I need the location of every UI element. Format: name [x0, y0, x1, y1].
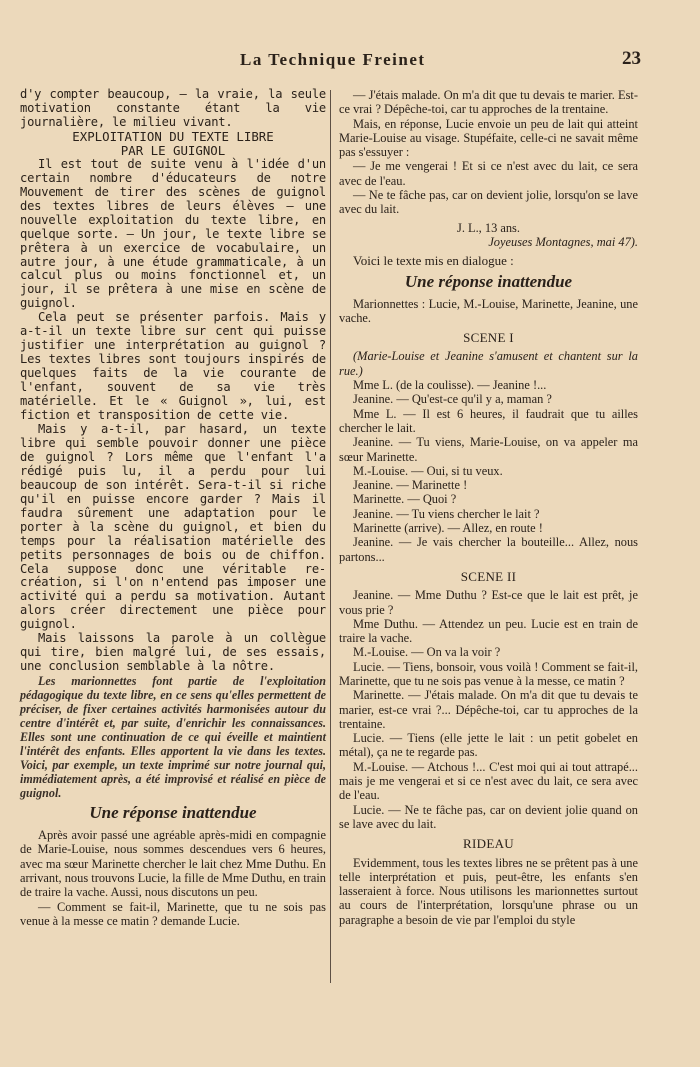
story-paragraph: Mais, en réponse, Lucie envoie un peu de lait qui atteint Marie-Louise au visage. Stupéfaite, celle-ci ne savait même pas s'essuyer :	[339, 116, 638, 160]
dialogue-line: Mme Duthu. — Attendez un peu. Lucie est en train de traire la vache.	[339, 616, 638, 646]
story-paragraph: Après avoir passé une agréable après-midi en compagnie de Marie-Louise, nous sommes descendues vers 6 heures, avec ma sœur Marinette chercher le lait chez Mme Duthu. En arrivant, nous trouvons Lucie, la fille de Mme Duthu, en train de traire la vache. Aussi, nous discutons un peu.	[20, 828, 326, 900]
dialogue-line: Lucie. — Tiens, bonsoir, vous voilà ! Comment se fait-il, Marinette, que tu ne sois pas venue à la messe, ce matin ?	[339, 659, 638, 688]
running-header	[0, 48, 700, 72]
play-title: Une réponse inattendue	[404, 271, 573, 291]
column-divider	[330, 90, 331, 983]
story-paragraph: — Ne te fâche pas, car on devient jolie, lorsqu'on se lave avec du lait.	[339, 188, 638, 217]
dialogue-line: Marinette. — Quoi ?	[353, 492, 457, 507]
dialogue-line: Mme L. — Il est 6 heures, il faudrait que tu ailles chercher le lait.	[339, 406, 638, 435]
right-column	[339, 88, 638, 927]
story-paragraph: — J'étais malade. On m'a dit que tu devais te marier. Est-ce vrai ? Dépêche-toi, car tu approches de la trentaine.	[339, 88, 638, 117]
dialogue-line: Jeanine. — Mme Duthu ? Est-ce que le lait est prêt, je vous prie ?	[339, 588, 638, 617]
quoted-italic-passage: Les marionnettes font partie de l'exploitation pédagogique du texte libre, en ce sens qu'elles permettent de préciser, de fixer certaines activités harmonisées autour du centre d'intérêt et, par suite, d'enrichir les connaissances. Elles sont une continuation de ce qui éveille et maintient l'intérêt des enfants. Elles apportent la vie dans les textes. Voici, par exemple, un texte imprimé sur notre journal qui, immédiatement après, a été improvisé et réalisé en pièce de guignol.	[20, 674, 326, 801]
page-number: 23	[622, 48, 641, 69]
dialogue-intro: Voici le texte mis en dialogue :	[353, 253, 514, 269]
story-paragraph: — Je me vengerai ! Et si ce n'est avec du lait, ce sera avec de l'eau.	[339, 159, 638, 188]
journal-title: La Technique Freinet	[240, 50, 426, 69]
closing-paragraph: Evidemment, tous les textes libres ne se prêtent pas à une telle interprétation et puis, peut-être, les enfants s'en lasseraient à force. Nous utilisons les marionnettes surtout au cours de l'interprétation, lorsqu'une phrase ou un paragraphe a besoin de vie par l'emploi du style	[339, 855, 638, 927]
curtain-heading: RIDEAU	[463, 836, 514, 852]
dialogue-line: M.-Louise. — On va la voir ?	[353, 645, 501, 660]
stage-direction: (Marie-Louise et Jeanine s'amusent et chantent sur la rue.)	[339, 349, 638, 378]
signature-source: Joyeuses Montagnes, mai 47).	[488, 234, 638, 249]
dialogue-line: Mme L. (de la coulisse). — Jeanine !...	[353, 378, 547, 393]
signature-author: J. L., 13 ans.	[457, 220, 520, 235]
story-paragraph: — Comment se fait-il, Marinette, que tu ne sois pas venue à la messe ce matin ? demande Lucie.	[20, 899, 326, 928]
dialogue-line: Jeanine. — Tu viens, Marie-Louise, on va appeler ma sœur Marinette.	[339, 435, 638, 464]
dialogue-line: Lucie. — Tiens (elle jette le lait : un petit gobelet en métal), ça ne te regarde pas.	[339, 731, 638, 760]
section-heading-line2: PAR LE GUIGNOL	[120, 142, 226, 158]
dialogue-line: Marinette. — J'étais malade. On m'a dit que tu devais te marier, est-ce vrai ?... Dépêche-toi, car tu approches de la trentaine.	[339, 688, 638, 731]
paragraph: d'y compter beaucoup, — la vraie, la seule motivation constante étant la vie journalière, le milieu vivant.	[20, 87, 326, 129]
dialogue-line: Marinette (arrive). — Allez, en route !	[353, 521, 543, 536]
section-heading-line1: EXPLOITATION DU TEXTE LIBRE	[72, 128, 274, 144]
dialogue-line: M.-Louise. — Oui, si tu veux.	[353, 463, 503, 478]
dialogue-line: Jeanine. — Marinette !	[353, 478, 468, 493]
paragraph: Cela peut se présenter parfois. Mais y a-t-il un texte libre sur cent qui puisse justifier une interprétation au guignol ? Les textes libres sont toujours inspirés de quelques faits de la vie courante de l'enfant, souvent de sa vie très matérielle. Et le « Guignol », lui, est fiction et transposition de cette vie.	[20, 310, 326, 423]
cast-list: Marionnettes : Lucie, M.-Louise, Marinette, Jeanine, une vache.	[339, 296, 638, 325]
scene-heading: SCENE II	[460, 568, 517, 584]
paragraph: Il est tout de suite venu à l'idée d'un certain nombre d'éducateurs de notre Mouvement de tirer des scènes de guignol des textes libres de leurs élèves — une nouvelle exploitation du texte libre, en quelque sorte. — Un jour, le texte libre se prêtera à un exercice de vocabulaire, un autre jour, à une étude grammaticale, à un calcul plus ou moins fonctionnel et, un jour, il se prêtera à une mise en scène de guignol.	[20, 156, 326, 311]
dialogue-line: M.-Louise. — Atchous !... C'est moi qui ai tout attrapé... mais je me vengerai et si ce n'est avec du lait, ce sera avec de l'eau.	[339, 759, 638, 803]
scene-heading: SCENE I	[463, 330, 514, 346]
story-title: Une réponse inattendue	[89, 803, 257, 823]
paragraph: Mais laissons la parole à un collègue qui tire, bien malgré lui, de ses essais, une conclusion semblable à la nôtre.	[20, 631, 326, 674]
dialogue-line: Jeanine. — Tu viens chercher le lait ?	[353, 506, 540, 521]
paragraph: Mais y a-t-il, par hasard, un texte libre qui semble pouvoir donner une pièce de guignol ? Lors même que l'enfant l'a rédigé puis lu, il a perdu pour lui beaucoup de son intérêt. Sera-t-il si riche qu'il en puisse encore garder ? Mais il faudra sûrement une adaptation pour le porter à la scène du guignol, et bien du temps pour la réalisation matérielle des petits personnages de bois ou de chiffon. Cela suppose donc une véritable re-création, si l'on n'entend pas imposer une activité qui a perdu sa motivation. Autant alors créer directement une pièce pour guignol.	[20, 421, 326, 632]
dialogue-line: Jeanine. — Qu'est-ce qu'il y a, maman ?	[353, 392, 552, 407]
left-column	[20, 88, 326, 928]
dialogue-line: Lucie. — Ne te fâche pas, car on devient jolie quand on se lave avec du lait.	[339, 802, 638, 831]
dialogue-line: Jeanine. — Je vais chercher la bouteille... Allez, nous partons...	[339, 535, 638, 564]
